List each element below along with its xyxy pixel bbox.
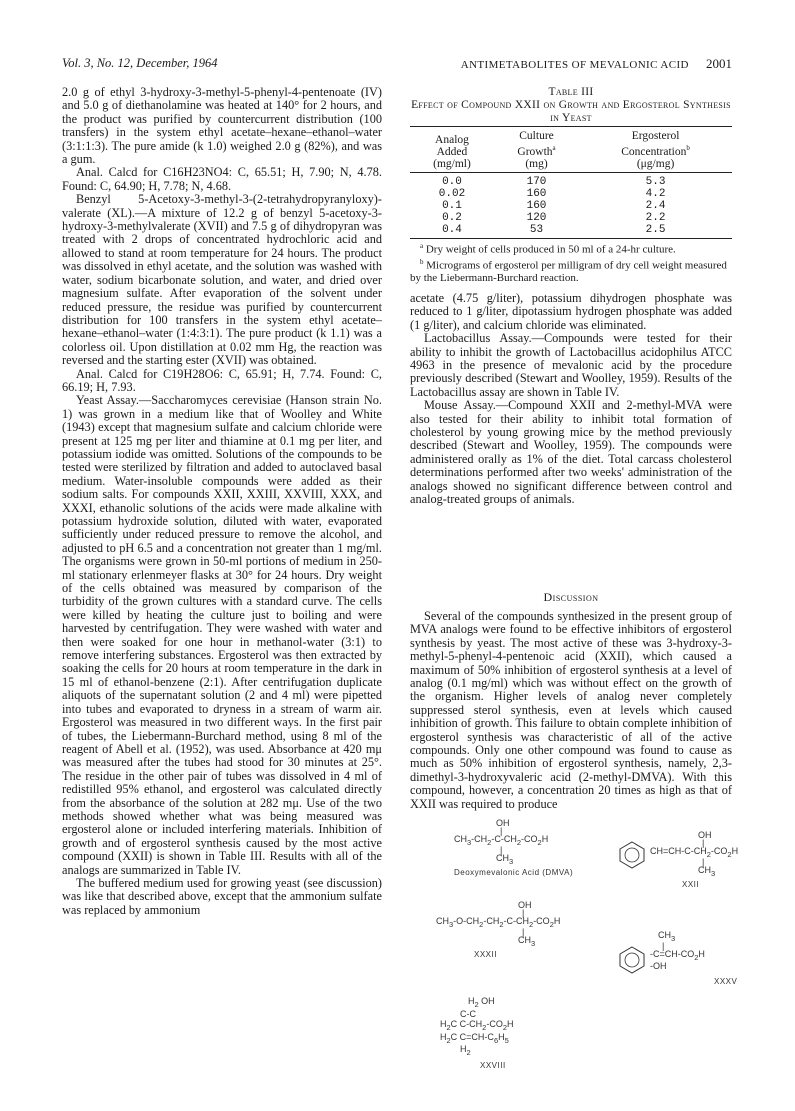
structure-xxii: OH | $CH=CH-C-CH_2-CO_2H$ | $CH_3$ XXII [650, 830, 739, 889]
discussion-body [410, 610, 732, 811]
paragraph-mouse-assay: Mouse Assay.—Compound XXII and 2-methyl-MVA were also tested for their ability to inhibit total formation of cholesterol by young growing mice by the method previously described (Stewart and Woolley, 1959). The compounds were administered orally as 1% of the diet. Total carcass cholesterol determinations performed after two weeks' administration of the analogs showed no significant difference between control and analog-treated groups of animals. [410, 398, 732, 507]
table-title: Effect of Compound XXII on Growth and Ergosterol Synthesis in Yeast [411, 99, 731, 124]
header-right [461, 56, 732, 72]
xxxv-label: XXXV [714, 976, 738, 986]
paragraph-analysis-1: Anal. Calcd for C16H23NO4: C, 65.51; H, 7.90; N, 4.78. Found: C, 64.90; H, 7.78; N, 4.68. [62, 165, 382, 193]
journal-citation: Vol. 3, No. 12, December, 1964 [62, 56, 218, 70]
footnote-a: $^a$ Dry weight of cells produced in 50 ml of a 24-hr culture. [420, 242, 676, 256]
xxxii-label: XXXII [474, 949, 497, 959]
page-header [62, 56, 732, 74]
table-row [410, 172, 732, 188]
cell-growth: 160 [526, 199, 547, 212]
paragraph-acetate: acetate (4.75 g/liter), potassium dihydrogen phosphate was reduced to 1 g/liter, dipotassium hydrogen phosphate was added (1 g/liter), and calcium chloride was eliminated. [410, 291, 732, 332]
cell-analog: 0.4 [410, 224, 494, 239]
paragraph-buffered-medium: The buffered medium used for growing yeast (see discussion) was like that described above, except that the ammonium sulfate was replaced by ammonium [62, 875, 382, 917]
footnote-b: $^b$ Micrograms of ergosterol per milligram of dry cell weight measured by the Liebermann-Burchard reaction. [410, 258, 727, 285]
paragraph-analysis-2: Anal. Calcd for C19H28O6: C, 65.91; H, 7.74. Found: C, 66.19; H, 7.93. [62, 366, 382, 394]
benzene-ring-icon [617, 840, 647, 870]
table-row [410, 224, 732, 239]
col-header-growth: Culture Growth$^a$ (mg) [494, 127, 579, 173]
table-number: Table III [548, 86, 594, 98]
cell-ergosterol: 5.3 [645, 175, 666, 188]
cell-analog: 0.02 [438, 187, 466, 200]
cell-growth: 170 [526, 175, 547, 188]
cell-ergosterol: 2.5 [579, 224, 732, 239]
table-footnotes [410, 240, 732, 285]
structure-xxxii: OH | $CH_3-O-CH_2-CH_2-C-CH_2-CO_2H$ | $CH_3$ XXXII [436, 900, 561, 959]
paragraph-lactobacillus: Lactobacillus Assay.—Compounds were tested for their ability to inhibit the growth of Lactobacillus acidophilus ATCC 4963 in the presence of mevalonic acid by the procedure previously described (Stewart and Woolley, 1959). Results of the Lactobacillus assay are shown in Table IV. [410, 331, 732, 399]
cell-ergosterol: 4.2 [645, 187, 666, 200]
cell-analog: 0.0 [442, 175, 462, 188]
page-number: 2001 [706, 56, 732, 71]
structure-dmva: OH | $CH_3-CH_2-C-CH_2-CO_2H$ | $CH_3$ Deoxymevalonic Acid (DMVA) [454, 818, 574, 877]
table-row [410, 188, 732, 200]
cell-ergosterol: 2.2 [645, 211, 666, 224]
table-caption [410, 86, 732, 125]
table-row [410, 212, 732, 224]
cell-growth: 53 [494, 224, 579, 239]
col-header-analog: Analog Added (mg/ml) [410, 127, 494, 173]
structure-xxxv: $CH_3$ | $-C=CH-CO_2H$ -OH XXXV [650, 930, 738, 986]
paragraph-benzyl-ester: Benzyl 5-Acetoxy-3-methyl-3-(2-tetrahydropyranyloxy)-valerate (XL).—A mixture of 12.2 g of benzyl 5-acetoxy-3-hydroxy-3-methylvalerate (XVII) and 7.5 g of dihydropyran was treated with 2 drops of concentrated hydrochloric acid and allowed to stand at room temperature for 24 hours. The product was dissolved in ethyl acetate, and the solution was washed with water, sodium bicarbonate solution, and water, and dried over magnesium sulfate. After evaporation of the solvent under reduced pressure, the residue was purified by countercurrent distribution for 100 transfers in the system ethyl acetate–hexane–ethanol–water (1:4:3:1). The pure product (k 1.1) was a colorless oil. Upon distillation at 0.02 mm Hg, the reaction was reversed and the starting ester (XVII) was obtained. [62, 192, 382, 368]
dmva-label: Deoxymevalonic Acid (DMVA) [454, 867, 574, 877]
structure-xxviii: $H_2$ OH C-C $H_2C$ $C-CH_2-CO_2H$ $H_2C$ $C=CH-C_6H_5$ $H_2$ XXVIII [440, 996, 514, 1071]
table-iii [410, 126, 732, 239]
table-row [410, 200, 732, 212]
cell-growth: 160 [526, 187, 547, 200]
paragraph-amide: 2.0 g of ethyl 3-hydroxy-3-methyl-5-phenyl-4-pentenoate (IV) and 5.0 g of diethanolamine was heated at 140° for 2 hours, and the product was purified by countercurrent distribution (100 transfers) in the system ethyl acetate–hexane–ethanol–water (3:1:1:3). The pure amide (k 1.0) weighed 2.0 g (82%), and was a gum. [62, 85, 382, 167]
right-column [410, 292, 732, 507]
cell-analog: 0.2 [442, 211, 462, 224]
xxii-label: XXII [682, 879, 700, 889]
col-header-ergosterol: Ergosterol Concentration$^b$ (μg/mg) [579, 127, 732, 173]
xxviii-label: XXVIII [480, 1061, 506, 1071]
left-column [62, 86, 382, 917]
discussion-heading: Discussion [543, 590, 599, 604]
benzene-ring-icon [617, 945, 647, 975]
cell-growth: 120 [526, 211, 547, 224]
paragraph-discussion: Several of the compounds synthesized in the present group of MVA analogs were found to be effective inhibitors of ergosterol synthesis by yeast. The most active of these was 3-hydroxy-3-methyl-5-phenyl-4-pentenoic acid (XXII), which caused a maximum of 50% inhibition of ergosterol synthesis at a level of analog (0.1 mg/ml) which was without effect on the growth of the organism. Higher levels of analog never completely suppressed sterol synthesis, even at levels which caused inhibition of growth. This failure to obtain complete inhibition of ergosterol synthesis was characteristic of all of the active compounds. Only one other compound was found to cause as much as 50% inhibition of ergosterol synthesis, namely, 2,3-dimethyl-3-hydroxyvaleric acid (2-methyl-DMVA). With this compound, however, a concentration 20 times as high as that of XXII was required to produce [410, 609, 732, 811]
paragraph-yeast-assay: Yeast Assay.—Saccharomyces cerevisiae (Hanson strain No. 1) was grown in a medium like that of Woolley and White (1943) except that magnesium sulfate and calcium chloride were present at 125 mg per liter and thiamine at 0.1 mg per liter, and potassium iodide was omitted. Solutions of the compounds to be tested were sterilized by filtration and added to autoclaved basal medium. Water-insoluble compounds were added as their sodium salts. For compounds XXII, XXIII, XXVIII, XXX, and XXXI, ethanolic solutions of the acids were made alkaline with potassium hydroxide solution, diluted with water, evaporated sufficiently under reduced pressure to remove the alcohol, and adjusted to pH 6.5 and a concentration not greater than 1 mg/ml. The organisms were grown in 50-ml portions of medium in 250-ml stationary erlenmeyer flasks at 30° for 24 hours. Dry weight of the cells obtained was measured by comparison of the turbidity of the grown cultures with a standard curve. The cells were killed by heating the culture just to boiling and were harvested by centrifugation. They were washed with water and then were soaked for one hour in methanol-water (3:1) to remove interfering substances. Ergosterol was then extracted by soaking the cells for 20 hours at room temperature in the dark in 15 ml of ethanol-benzene (2:1). After centrifugation duplicate aliquots of the supernatant solution (2 and 4 ml) were pipetted into tubes and evaporated to dryness in a stream of warm air. Ergosterol was measured in two different ways. In the first pair of tubes, the Liebermann-Burchard method, using 8 ml of the reagent of Abell et al. (1952), was used. Absorbance at 420 mμ was measured after the tubes had stood for 30 minutes at 25°. The residue in the other pair of tubes was dissolved in 4 ml of redistilled 95% ethanol, and ergosterol was calculated directly from the absorbance of the solution at 282 mμ. Use of the two methods showed whether what was being measured was ergosterol alone or included interfering materials. Inhibition of growth and of ergosterol synthesis caused by the most active compound (XXII) is shown in Table III. Results with all of the analogs are summarized in Table IV. [62, 393, 382, 877]
cell-analog: 0.1 [442, 199, 462, 212]
cell-ergosterol: 2.4 [645, 199, 666, 212]
running-title: ANTIMETABOLITES OF MEVALONIC ACID [460, 59, 689, 71]
